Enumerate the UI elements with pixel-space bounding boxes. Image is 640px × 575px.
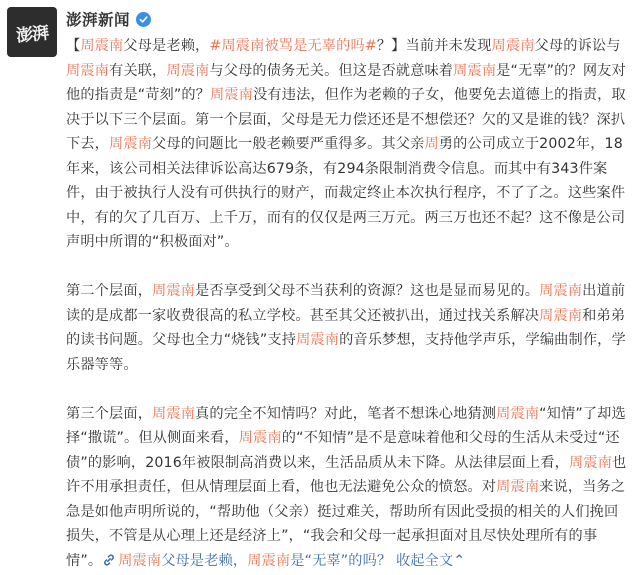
- link-icon[interactable]: [102, 551, 116, 575]
- post-content: [66, 34, 632, 575]
- text-run: 的音乐梦想，支持他学声乐，学编曲制作，学乐器等等。: [66, 332, 626, 373]
- text-run: 【: [66, 38, 80, 54]
- keyword-highlight: 周震南: [296, 332, 339, 348]
- text-run: 第二个层面，: [66, 283, 152, 299]
- keyword-highlight: 周震南: [539, 308, 582, 324]
- avatar-logo-text: 澎湃: [15, 18, 49, 46]
- keyword-highlight: 周震南: [496, 479, 539, 495]
- text-run: 是“无辜”的？网友对他的指责是“苛刻”的？: [66, 63, 626, 104]
- keyword-highlight: 周震南: [247, 553, 290, 569]
- keyword-highlight: 周震南: [66, 63, 109, 79]
- keyword-highlight: 周震南: [496, 406, 539, 422]
- text-run: ？】当前并未发现: [377, 38, 492, 54]
- text-run: “知情”了却选择“撒谎”。但从侧面来看，: [66, 406, 626, 447]
- keyword-highlight: 周震南: [109, 136, 152, 152]
- keyword-highlight: 周震南: [210, 87, 253, 103]
- paragraph: [66, 279, 632, 377]
- hashtag-link[interactable]: #周震南被骂是无辜的吗#: [209, 38, 376, 54]
- collapse-full-text-link[interactable]: 收起全文: [391, 553, 453, 569]
- author-name[interactable]: 澎湃新闻: [66, 8, 130, 30]
- keyword-highlight: 周震南: [152, 406, 195, 422]
- post-header: [66, 8, 151, 30]
- keyword-highlight: 周震南: [492, 38, 535, 54]
- text-run: 来说，当务之急是如他声明所说的，“帮助他（父亲）挺过难关，帮助所有因此受损的相关的人们挽回损失，不管是从心理上还是经济上”，“我会和父母一起承担面对且尽快处理所有的事情”。: [66, 479, 625, 569]
- text-run: 真的完全不知情吗？对此，笔者不想诛心地猜测: [195, 406, 496, 422]
- text-run: 出道前读的是成都一家收费很高的私立学校。甚至其父还被扒出，通过找关系解决: [66, 283, 625, 324]
- article-link-text[interactable]: 是“无辜”的吗？: [290, 553, 391, 569]
- text-run: 没有违法，但作为老赖的子女，他要免去道德上的指责，取决于以下三个层面。第一个层面，父母是无力偿还还是不想偿还？欠的又是谁的钱？深扒下去，: [66, 87, 626, 152]
- avatar[interactable]: [7, 7, 57, 57]
- verified-badge-icon: [136, 12, 151, 27]
- text-run: 第三个层面，: [66, 406, 152, 422]
- keyword-highlight: 周震南: [166, 63, 209, 79]
- text-run: 也许不用承担责任，但从情理层面上看，他也无法避免公众的愤怒。对: [66, 455, 626, 496]
- text-run: 父母是老赖，: [123, 38, 209, 54]
- paragraph: [66, 402, 632, 575]
- keyword-highlight: 周震南: [539, 283, 582, 299]
- text-run: 父母的问题比一般老赖要严重得多。其父亲: [152, 136, 424, 152]
- chevron-up-icon[interactable]: ⌃: [453, 553, 465, 569]
- keyword-highlight: 周震南: [453, 63, 496, 79]
- keyword-highlight: 周震南: [569, 455, 612, 471]
- text-run: 勇的公司成立于2002年，18年来，该公司相关法律诉讼高达679条，有294条限制消费令信息。而其中有343件案件，由于被执行人没有可供执行的财产，而裁定终止本次执行程序，不了了之。这些案件中，有的欠了几百万、上千万，而有的仅仅是两三万元。两三万也还不起？这不像是公司声明中所谓的“积极面对”。: [66, 136, 625, 250]
- text-run: 是否享受到父母不当获利的资源？这也是显而易见的。: [195, 283, 539, 299]
- keyword-highlight: 周震南: [118, 553, 161, 569]
- keyword-highlight: 周震南: [152, 283, 195, 299]
- keyword-highlight: 周震南: [239, 430, 282, 446]
- keyword-highlight: 周震南: [80, 38, 123, 54]
- keyword-highlight: 周: [424, 136, 438, 152]
- text-run: 和弟弟的读书问题。父母也全力“烧钱”支持: [66, 308, 625, 349]
- text-run: 有关联，: [109, 63, 166, 79]
- text-run: 父母的诉讼与: [535, 38, 621, 54]
- paragraph: [66, 34, 632, 255]
- text-run: 的“不知情”是不是意味着他和父母的生活从未受过“还债”的影响，2016年被限制高消费以来，生活品质从未下降。从法律层面上看，: [66, 430, 620, 471]
- article-link-text[interactable]: 父母是老赖，: [161, 553, 247, 569]
- text-run: 与父母的债务无关。但这是否就意味着: [209, 63, 453, 79]
